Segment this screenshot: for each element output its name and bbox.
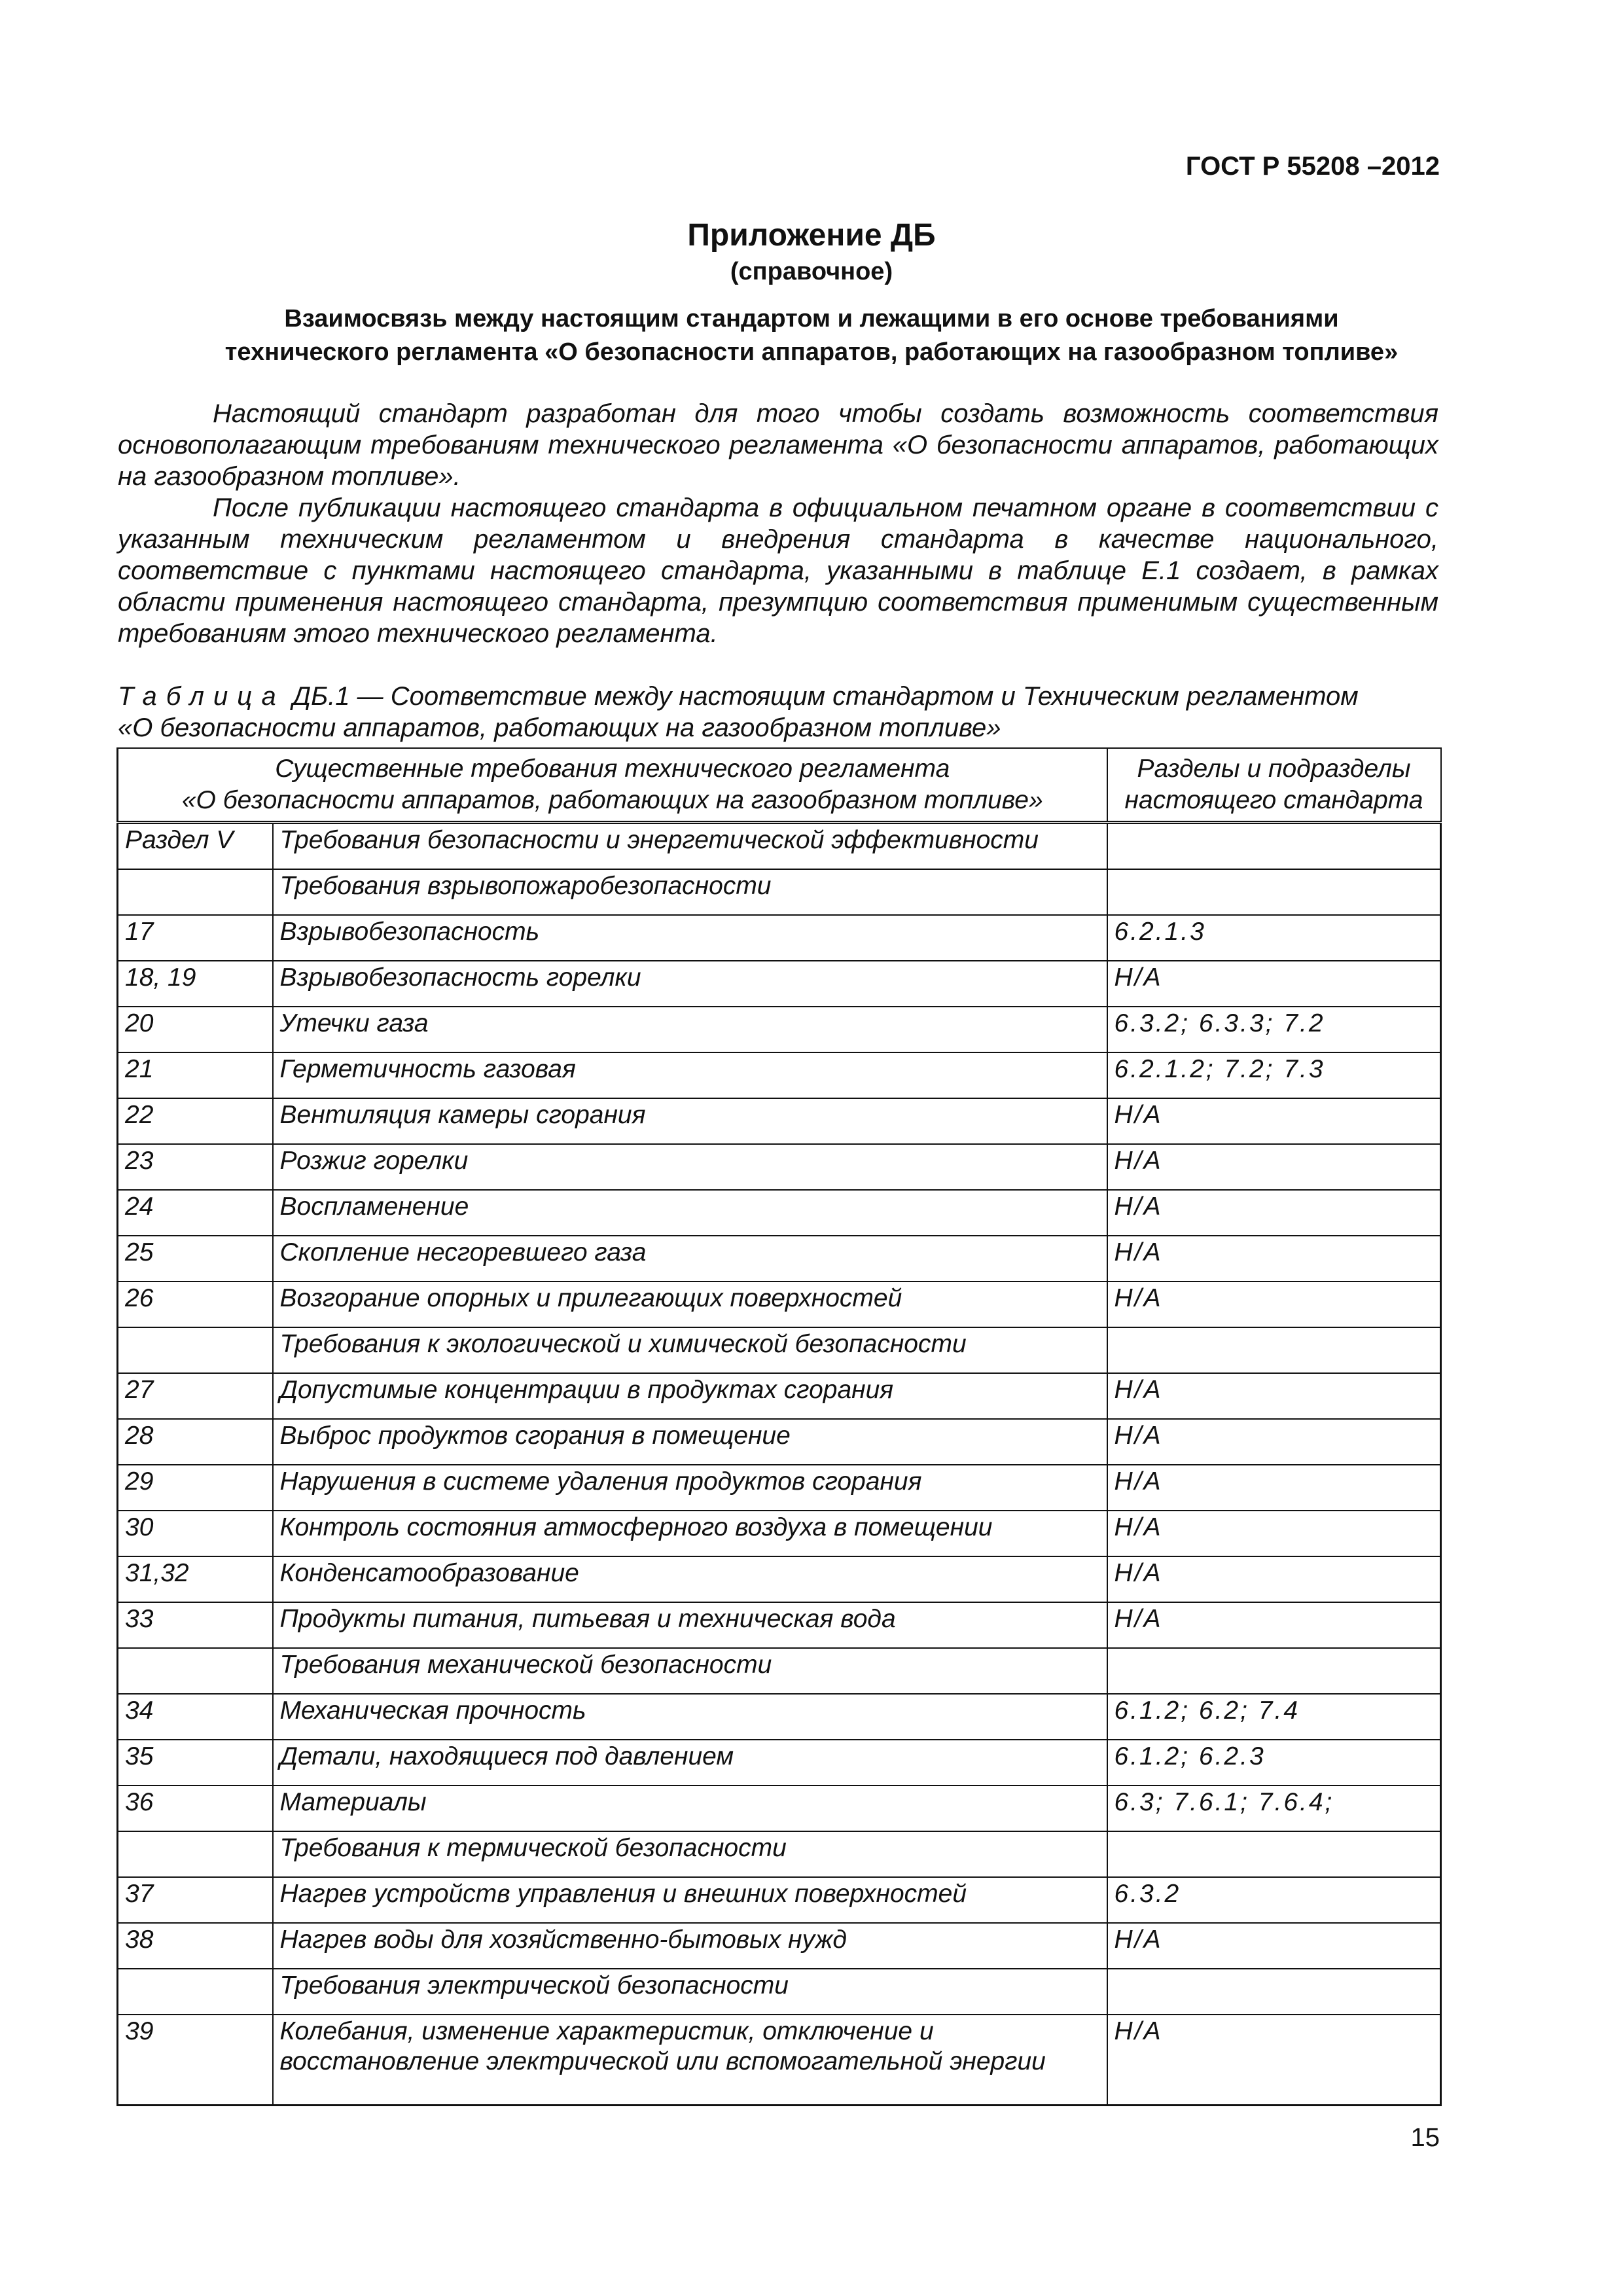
row-requirement: Требования механической безопасности xyxy=(273,1648,1107,1694)
header-requirements-line1: Существенные требования технического регламента xyxy=(275,755,950,783)
row-requirement: Герметичность газовая xyxy=(273,1052,1107,1098)
row-number: 24 xyxy=(118,1190,273,1236)
table-row xyxy=(118,1098,1441,1144)
row-requirement: Колебания, изменение характеристик, отключение и восстановление электрической или вспомогательной энергии xyxy=(273,2015,1107,2106)
row-number: 30 xyxy=(118,1511,273,1556)
table-row xyxy=(118,1602,1441,1648)
appendix-status: (справочное) xyxy=(730,258,893,285)
row-number: 33 xyxy=(118,1602,273,1648)
row-requirement: Нарушения в системе удаления продуктов сгорания xyxy=(273,1465,1107,1511)
row-standard-reference: Н/А xyxy=(1107,1190,1441,1236)
row-number: 26 xyxy=(118,1282,273,1327)
row-standard-reference: Н/А xyxy=(1107,1923,1441,1969)
row-number: 31,32 xyxy=(118,1556,273,1602)
table-caption-line2: «О безопасности аппаратов, работающих на газообразном топливе» xyxy=(118,713,1001,742)
row-requirement: Нагрев устройств управления и внешних поверхностей xyxy=(273,1877,1107,1923)
row-requirement: Конденсатообразование xyxy=(273,1556,1107,1602)
row-standard-reference: 6.3; 7.6.1; 7.6.4; xyxy=(1107,1785,1441,1831)
table-row xyxy=(118,1327,1441,1373)
row-number: 36 xyxy=(118,1785,273,1831)
row-number: 20 xyxy=(118,1007,273,1052)
header-sections-line1: Разделы и подразделы xyxy=(1137,755,1411,783)
row-standard-reference: 6.2.1.3 xyxy=(1107,915,1441,961)
row-requirement: Нагрев воды для хозяйственно-бытовых нужд xyxy=(273,1923,1107,1969)
row-standard-reference xyxy=(1107,1327,1441,1373)
row-number xyxy=(118,1831,273,1877)
row-number xyxy=(118,1327,273,1373)
row-standard-reference: Н/А xyxy=(1107,1511,1441,1556)
table-row xyxy=(118,1236,1441,1282)
table-row xyxy=(118,1190,1441,1236)
row-requirement: Взрывобезопасность горелки xyxy=(273,961,1107,1007)
table-row xyxy=(118,1052,1441,1098)
appendix-subtitle xyxy=(105,302,1518,369)
appendix-subtitle-line1: Взаимосвязь между настоящим стандартом и лежащими в его основе требованиями xyxy=(284,305,1339,332)
intro-paragraph-2: После публикации настоящего стандарта в официальном печатном органе в соответствии с указанным техническим регламентом и внедрения стандарта в качестве национального, соответствие с пунктами настоящего стандарта, указанными в таблице Е.1 создает, в рамках области применения настоящего стандарта, презумпцию соответствия применимым существенным требованиям этого технического регламента. xyxy=(118,493,1438,648)
row-standard-reference xyxy=(1107,1648,1441,1694)
row-requirement: Взрывобезопасность xyxy=(273,915,1107,961)
row-requirement: Требования электрической безопасности xyxy=(273,1969,1107,2015)
header-sections xyxy=(1107,748,1441,823)
row-standard-reference: Н/А xyxy=(1107,961,1441,1007)
row-standard-reference: Н/А xyxy=(1107,1602,1441,1648)
table-row xyxy=(118,915,1441,961)
table-row xyxy=(118,869,1441,915)
row-standard-reference xyxy=(1107,1969,1441,2015)
row-number: 35 xyxy=(118,1740,273,1785)
page-number: 15 xyxy=(1410,2123,1440,2152)
row-standard-reference: Н/А xyxy=(1107,1465,1441,1511)
row-number: 34 xyxy=(118,1694,273,1740)
table-caption-text-line1: ДБ.1 — Соответствие между настоящим стандартом и Техническим регламентом xyxy=(292,682,1359,711)
row-standard-reference: 6.2.1.2; 7.2; 7.3 xyxy=(1107,1052,1441,1098)
table-row xyxy=(118,961,1441,1007)
row-requirement: Допустимые концентрации в продуктах сгорания xyxy=(273,1373,1107,1419)
table-row xyxy=(118,1282,1441,1327)
row-requirement: Скопление несгоревшего газа xyxy=(273,1236,1107,1282)
row-requirement: Требования к термической безопасности xyxy=(273,1831,1107,1877)
row-standard-reference: 6.3.2 xyxy=(1107,1877,1441,1923)
header-sections-line2: настоящего стандарта xyxy=(1124,786,1423,814)
row-number: 27 xyxy=(118,1373,273,1419)
row-number: 23 xyxy=(118,1144,273,1190)
header-requirements-line2: «О безопасности аппаратов, работающих на газообразном топливе» xyxy=(181,786,1043,814)
table-row xyxy=(118,2015,1441,2106)
row-standard-reference: Н/А xyxy=(1107,1098,1441,1144)
row-requirement: Утечки газа xyxy=(273,1007,1107,1052)
table-row xyxy=(118,1556,1441,1602)
intro-paragraph-1: Настоящий стандарт разработан для того чтобы создать возможность соответствия основополагающим требованиям технического регламента «О безопасности аппаратов, работающих на газообразном топливе». xyxy=(118,399,1438,491)
row-requirement: Требования взрывопожаробезопасности xyxy=(273,869,1107,915)
row-requirement: Выброс продуктов сгорания в помещение xyxy=(273,1419,1107,1465)
table-row xyxy=(118,1511,1441,1556)
row-number: Раздел V xyxy=(118,823,273,870)
row-requirement: Розжиг горелки xyxy=(273,1144,1107,1190)
row-number: 21 xyxy=(118,1052,273,1098)
table-row xyxy=(118,1373,1441,1419)
table-row xyxy=(118,1923,1441,1969)
header-requirements xyxy=(118,748,1107,823)
table-row xyxy=(118,1969,1441,2015)
table-row xyxy=(118,1144,1441,1190)
row-number: 22 xyxy=(118,1098,273,1144)
row-standard-reference: Н/А xyxy=(1107,1556,1441,1602)
appendix-subtitle-line2: технического регламента «О безопасности аппаратов, работающих на газообразном топливе» xyxy=(224,338,1399,366)
table-row xyxy=(118,1694,1441,1740)
row-requirement: Контроль состояния атмосферного воздуха в помещении xyxy=(273,1511,1107,1556)
row-number: 37 xyxy=(118,1877,273,1923)
table-header-row xyxy=(118,748,1441,823)
row-number: 17 xyxy=(118,915,273,961)
row-standard-reference xyxy=(1107,1831,1441,1877)
row-number: 18, 19 xyxy=(118,961,273,1007)
row-number: 29 xyxy=(118,1465,273,1511)
table-caption xyxy=(118,681,1446,744)
row-requirement: Вентиляция камеры сгорания xyxy=(273,1098,1107,1144)
row-requirement: Материалы xyxy=(273,1785,1107,1831)
correspondence-table xyxy=(116,747,1442,2106)
row-standard-reference: Н/А xyxy=(1107,1373,1441,1419)
row-standard-reference: Н/А xyxy=(1107,1144,1441,1190)
row-standard-reference: Н/А xyxy=(1107,1236,1441,1282)
row-requirement: Возгорание опорных и прилегающих поверхностей xyxy=(273,1282,1107,1327)
row-requirement: Требования безопасности и энергетической эффективности xyxy=(273,823,1107,870)
table-row xyxy=(118,1419,1441,1465)
row-number: 39 xyxy=(118,2015,273,2106)
table-row xyxy=(118,1007,1441,1052)
table-caption-line1 xyxy=(118,681,1446,712)
row-number xyxy=(118,1969,273,2015)
table-row xyxy=(118,1648,1441,1694)
row-requirement: Механическая прочность xyxy=(273,1694,1107,1740)
row-number xyxy=(118,1648,273,1694)
row-number: 25 xyxy=(118,1236,273,1282)
row-standard-reference: 6.1.2; 6.2; 7.4 xyxy=(1107,1694,1441,1740)
table-row xyxy=(118,1465,1441,1511)
row-number xyxy=(118,869,273,915)
row-standard-reference: Н/А xyxy=(1107,1282,1441,1327)
row-standard-reference: 6.3.2; 6.3.3; 7.2 xyxy=(1107,1007,1441,1052)
row-standard-reference: Н/А xyxy=(1107,2015,1441,2106)
row-requirement: Детали, находящиеся под давлением xyxy=(273,1740,1107,1785)
table-row xyxy=(118,1831,1441,1877)
table-row xyxy=(118,1740,1441,1785)
document-code: ГОСТ Р 55208 –2012 xyxy=(1185,152,1440,181)
row-number: 28 xyxy=(118,1419,273,1465)
appendix-title: Приложение ДБ xyxy=(687,218,936,253)
row-standard-reference: 6.1.2; 6.2.3 xyxy=(1107,1740,1441,1785)
row-standard-reference xyxy=(1107,869,1441,915)
row-requirement: Продукты питания, питьевая и техническая вода xyxy=(273,1602,1107,1648)
row-standard-reference xyxy=(1107,823,1441,870)
intro-text xyxy=(118,398,1438,649)
row-requirement: Требования к экологической и химической безопасности xyxy=(273,1327,1107,1373)
row-requirement: Воспламенение xyxy=(273,1190,1107,1236)
row-number: 38 xyxy=(118,1923,273,1969)
row-standard-reference: Н/А xyxy=(1107,1419,1441,1465)
table-row xyxy=(118,1785,1441,1831)
table-row xyxy=(118,823,1441,870)
table-row xyxy=(118,1877,1441,1923)
table-caption-label: Таблица xyxy=(118,682,285,711)
